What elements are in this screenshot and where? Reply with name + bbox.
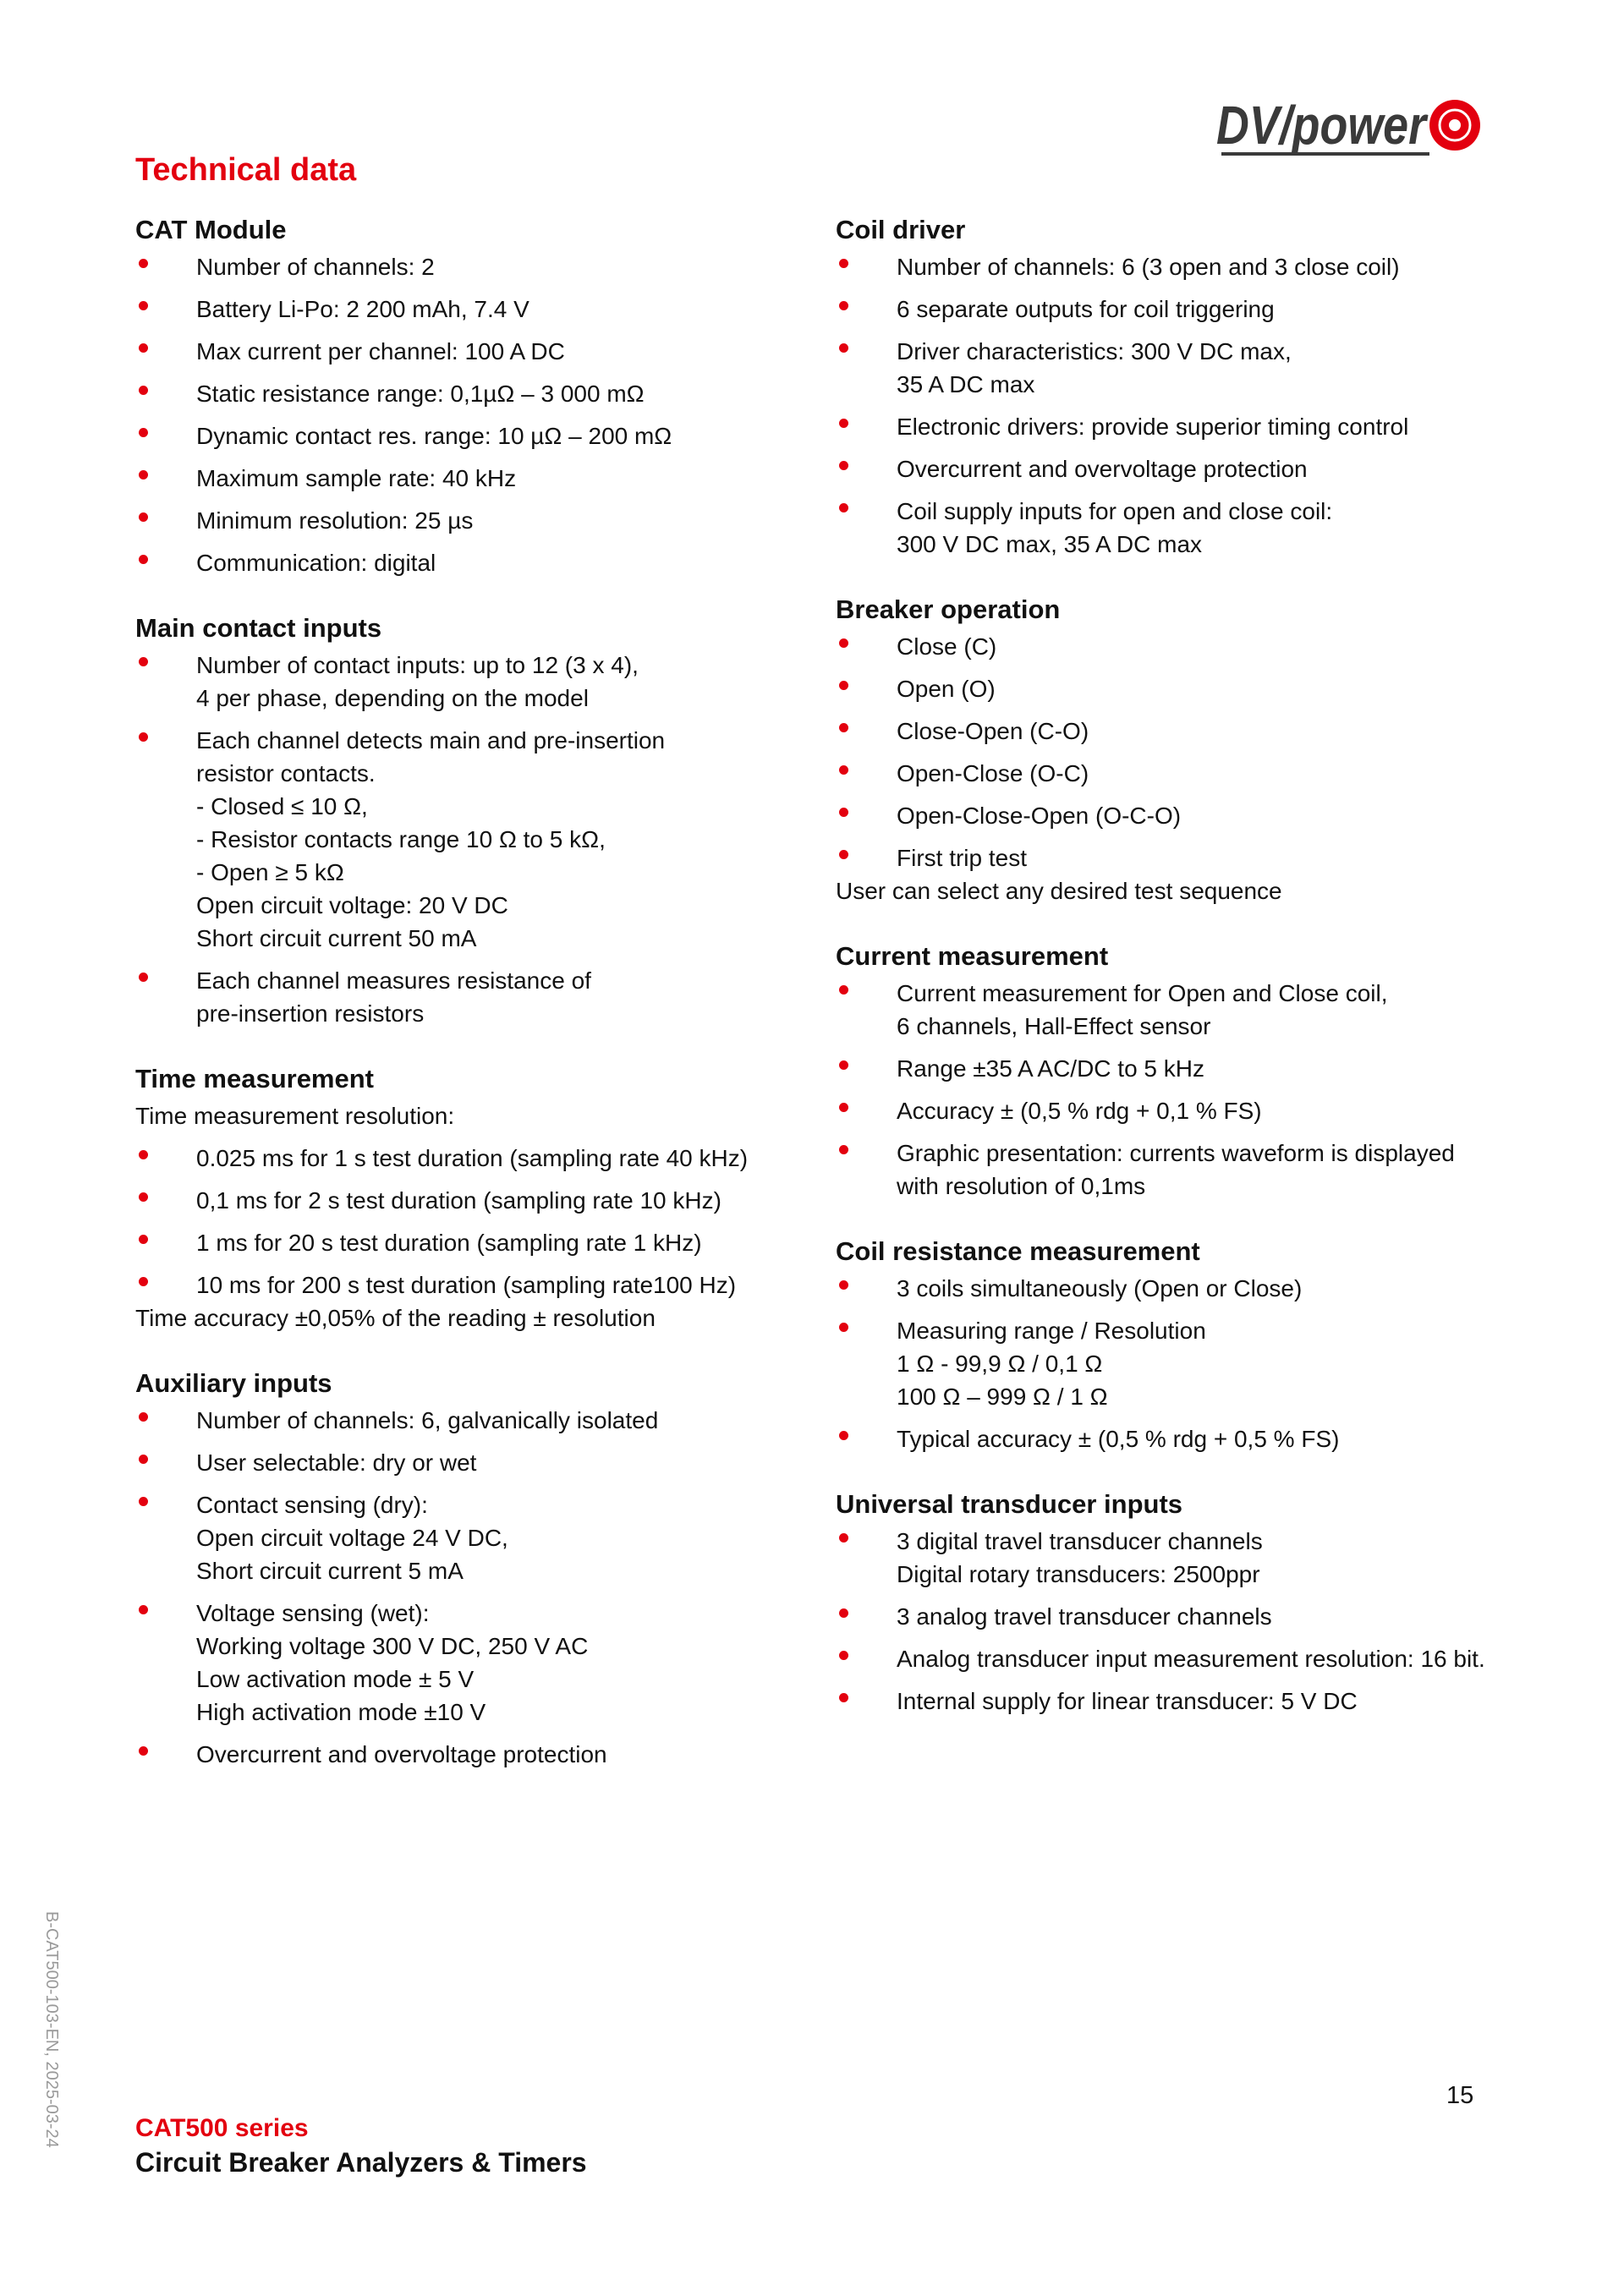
list-item — [135, 1142, 812, 1175]
list-item — [135, 504, 812, 537]
section-title: Universal transducer inputs — [836, 1489, 1183, 1519]
list-item — [135, 1446, 812, 1479]
list-item-line: Low activation mode ± 5 V — [196, 1666, 475, 1692]
section-breaker-operation — [836, 589, 1529, 907]
list-item-line: Internal supply for linear transducer: 5 V DC — [897, 1688, 1358, 1714]
spec-list — [836, 630, 1529, 874]
list-item — [836, 250, 1529, 283]
list-item-line: pre-insertion resistors — [196, 1000, 425, 1027]
list-item-line: Max current per channel: 100 A DC — [196, 338, 565, 364]
left-column — [135, 210, 812, 1800]
spec-list — [135, 250, 812, 579]
list-item-line: Short circuit current 50 mA — [196, 925, 477, 951]
spec-list — [836, 1525, 1529, 1718]
spec-list — [135, 1404, 812, 1771]
list-item-line: Coil supply inputs for open and close coil: — [897, 498, 1333, 524]
list-item — [836, 672, 1529, 705]
list-item-line: - Closed ≤ 10 Ω, — [196, 793, 368, 819]
list-item-line: Number of channels: 6, galvanically isolated — [196, 1407, 659, 1433]
list-item — [836, 1272, 1529, 1305]
section-outro: Time accuracy ±0,05% of the reading ± resolution — [135, 1305, 656, 1331]
list-item — [135, 419, 812, 452]
list-item-line: resistor contacts. — [196, 760, 376, 786]
list-item-line: User selectable: dry or wet — [196, 1449, 477, 1476]
section-current-measurement — [836, 936, 1529, 1203]
list-item-line: Minimum resolution: 25 µs — [196, 507, 474, 534]
list-item-line: High activation mode ±10 V — [196, 1699, 486, 1725]
list-item-line: Number of channels: 6 (3 open and 3 close coil) — [897, 254, 1400, 280]
list-item — [135, 293, 812, 326]
list-item-line: 0.025 ms for 1 s test duration (sampling rate 40 kHz) — [196, 1145, 749, 1171]
section-title: Coil driver — [836, 215, 966, 244]
list-item — [836, 757, 1529, 790]
list-item-line: 6 separate outputs for coil triggering — [897, 296, 1275, 322]
list-item-line: 0,1 ms for 2 s test duration (sampling rate 10 kHz) — [196, 1187, 721, 1214]
right-column — [836, 210, 1529, 1746]
section-title: Auxiliary inputs — [135, 1368, 332, 1398]
section-coil-driver — [836, 210, 1529, 561]
list-item-line: Accuracy ± (0,5 % rdg + 0,1 % FS) — [897, 1098, 1262, 1124]
list-item-line: Number of channels: 2 — [196, 254, 435, 280]
list-item-line: Voltage sensing (wet): — [196, 1600, 430, 1626]
list-item-line: 100 Ω – 999 Ω / 1 Ω — [897, 1384, 1108, 1410]
list-item-line: Number of contact inputs: up to 12 (3 x 4), — [196, 652, 639, 678]
list-item-line: Close-Open (C-O) — [897, 718, 1089, 744]
list-item-line: Maximum sample rate: 40 kHz — [196, 465, 517, 491]
list-item — [135, 964, 812, 1030]
section-coil-resistance — [836, 1231, 1529, 1455]
list-item — [135, 546, 812, 579]
list-item — [836, 293, 1529, 326]
footer-series: CAT500 series — [135, 2114, 309, 2142]
list-item-line: Measuring range / Resolution — [897, 1318, 1206, 1344]
list-item-line: Graphic presentation: currents waveform is displayed — [897, 1140, 1455, 1166]
list-item — [135, 377, 812, 410]
list-item-line: Each channel measures resistance of — [196, 967, 591, 994]
list-item — [836, 1600, 1529, 1633]
list-item — [135, 1404, 812, 1437]
section-outro: User can select any desired test sequence — [836, 878, 1282, 904]
list-item — [135, 1597, 812, 1729]
list-item-line: 4 per phase, depending on the model — [196, 685, 589, 711]
list-item-line: Current measurement for Open and Close coil, — [897, 980, 1388, 1006]
list-item — [135, 1226, 812, 1259]
list-item — [135, 649, 812, 715]
list-item-line: 10 ms for 200 s test duration (sampling rate100 Hz) — [196, 1272, 737, 1298]
list-item-line: Open-Close-Open (O-C-O) — [897, 803, 1182, 829]
list-item — [135, 1184, 812, 1217]
list-item — [836, 1525, 1529, 1591]
page-number: 15 — [1446, 2082, 1474, 2109]
list-item — [836, 1052, 1529, 1085]
list-item-line: 300 V DC max, 35 A DC max — [897, 531, 1203, 557]
list-item-line: 3 coils simultaneously (Open or Close) — [897, 1275, 1303, 1301]
list-item — [836, 1685, 1529, 1718]
spec-list — [135, 1142, 812, 1301]
spec-list — [836, 977, 1529, 1203]
section-time-measurement — [135, 1059, 812, 1334]
list-item-line: - Resistor contacts range 10 Ω to 5 kΩ, — [196, 826, 606, 852]
list-item — [836, 715, 1529, 748]
list-item — [836, 410, 1529, 443]
list-item-line: 3 analog travel transducer channels — [897, 1603, 1272, 1630]
list-item — [836, 977, 1529, 1043]
list-item-line: 3 digital travel transducer channels — [897, 1528, 1263, 1554]
section-cat-module — [135, 210, 812, 579]
section-title: Breaker operation — [836, 595, 1061, 624]
list-item-line: Range ±35 A AC/DC to 5 kHz — [897, 1055, 1204, 1082]
spec-list — [836, 250, 1529, 561]
list-item-line: Close (C) — [897, 633, 997, 660]
section-title: Main contact inputs — [135, 613, 382, 643]
list-item-line: with resolution of 0,1ms — [897, 1173, 1146, 1199]
page-title: Technical data — [135, 152, 357, 188]
list-item — [836, 335, 1529, 401]
list-item — [135, 335, 812, 368]
section-title: Current measurement — [836, 941, 1109, 971]
list-item — [836, 1422, 1529, 1455]
list-item — [135, 724, 812, 955]
list-item-line: 1 Ω - 99,9 Ω / 0,1 Ω — [897, 1351, 1103, 1377]
list-item — [135, 1488, 812, 1587]
list-item-line: Open circuit voltage: 20 V DC — [196, 892, 508, 918]
list-item-line: - Open ≥ 5 kΩ — [196, 859, 344, 885]
list-item — [836, 1094, 1529, 1127]
list-item-line: Contact sensing (dry): — [196, 1492, 428, 1518]
list-item — [836, 841, 1529, 874]
list-item — [135, 462, 812, 495]
list-item-line: 6 channels, Hall-Effect sensor — [897, 1013, 1211, 1039]
list-item — [135, 250, 812, 283]
section-universal-transducer — [836, 1484, 1529, 1718]
list-item-line: Open (O) — [897, 676, 996, 702]
list-item-line: Communication: digital — [196, 550, 436, 576]
list-item-line: Overcurrent and overvoltage protection — [897, 456, 1308, 482]
list-item — [836, 1642, 1529, 1675]
spec-list — [135, 649, 812, 1030]
list-item — [836, 799, 1529, 832]
list-item-line: 35 A DC max — [897, 371, 1035, 397]
list-item-line: Battery Li-Po: 2 200 mAh, 7.4 V — [196, 296, 529, 322]
section-auxiliary-inputs — [135, 1363, 812, 1771]
spec-list — [836, 1272, 1529, 1455]
list-item-line: First trip test — [897, 845, 1028, 871]
dvpower-logo — [1216, 91, 1487, 161]
list-item-line: Analog transducer input measurement resolution: 16 bit. — [897, 1646, 1485, 1672]
list-item — [135, 1738, 812, 1771]
list-item — [836, 1137, 1529, 1203]
list-item — [836, 452, 1529, 485]
list-item-line: Short circuit current 5 mA — [196, 1558, 464, 1584]
section-title: Coil resistance measurement — [836, 1236, 1200, 1266]
list-item-line: Driver characteristics: 300 V DC max, — [897, 338, 1292, 364]
list-item-line: 1 ms for 20 s test duration (sampling rate 1 kHz) — [196, 1230, 702, 1256]
footer-subtitle: Circuit Breaker Analyzers & Timers — [135, 2147, 587, 2178]
list-item-line: Overcurrent and overvoltage protection — [196, 1741, 607, 1767]
section-intro: Time measurement resolution: — [135, 1103, 455, 1129]
svg-text:DV/power: DV/power — [1216, 95, 1429, 156]
document-code: B-CAT500-103-EN, 2025-03-24 — [42, 1911, 61, 2148]
list-item — [836, 1314, 1529, 1413]
list-item-line: Open-Close (O-C) — [897, 760, 1089, 786]
list-item-line: Static resistance range: 0,1µΩ – 3 000 mΩ — [196, 381, 645, 407]
section-main-contact-inputs — [135, 608, 812, 1030]
list-item-line: Working voltage 300 V DC, 250 V AC — [196, 1633, 589, 1659]
section-title: CAT Module — [135, 215, 287, 244]
list-item-line: Open circuit voltage 24 V DC, — [196, 1525, 508, 1551]
list-item-line: Typical accuracy ± (0,5 % rdg + 0,5 % FS) — [897, 1426, 1340, 1452]
list-item — [836, 630, 1529, 663]
list-item-line: Dynamic contact res. range: 10 µΩ – 200 mΩ — [196, 423, 672, 449]
section-title: Time measurement — [135, 1064, 374, 1093]
list-item — [836, 495, 1529, 561]
list-item-line: Each channel detects main and pre-insertion — [196, 727, 666, 753]
list-item — [135, 1269, 812, 1301]
list-item-line: Digital rotary transducers: 2500ppr — [897, 1561, 1260, 1587]
list-item-line: Electronic drivers: provide superior timing control — [897, 414, 1409, 440]
